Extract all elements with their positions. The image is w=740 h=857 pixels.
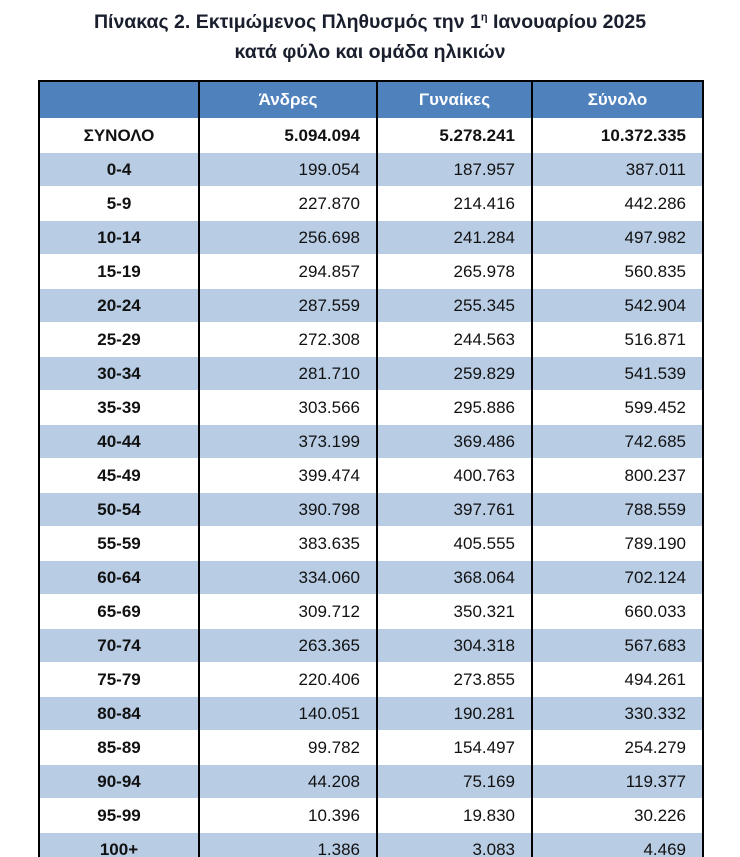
total-value-cell: 10.372.335 — [532, 119, 703, 153]
table-row — [39, 765, 703, 799]
total-value-cell: 789.190 — [532, 527, 703, 561]
women-value-cell: 5.278.241 — [377, 119, 532, 153]
men-value-cell: 140.051 — [199, 697, 377, 731]
total-value-cell: 788.559 — [532, 493, 703, 527]
header-men: Άνδρες — [199, 81, 377, 119]
women-value-cell: 19.830 — [377, 799, 532, 833]
header-total: Σύνολο — [532, 81, 703, 119]
men-value-cell: 294.857 — [199, 255, 377, 289]
table-row — [39, 799, 703, 833]
men-value-cell: 5.094.094 — [199, 119, 377, 153]
table-row — [39, 323, 703, 357]
women-value-cell: 154.497 — [377, 731, 532, 765]
women-value-cell: 350.321 — [377, 595, 532, 629]
age-group-cell: 30-34 — [39, 357, 199, 391]
total-value-cell: 800.237 — [532, 459, 703, 493]
table-row — [39, 697, 703, 731]
age-group-cell: 35-39 — [39, 391, 199, 425]
women-value-cell: 369.486 — [377, 425, 532, 459]
table-body — [39, 119, 703, 857]
table-row — [39, 561, 703, 595]
men-value-cell: 10.396 — [199, 799, 377, 833]
women-value-cell: 368.064 — [377, 561, 532, 595]
men-value-cell: 227.870 — [199, 187, 377, 221]
age-group-cell: 65-69 — [39, 595, 199, 629]
table-row — [39, 357, 703, 391]
women-value-cell: 241.284 — [377, 221, 532, 255]
table-row — [39, 153, 703, 187]
total-value-cell: 702.124 — [532, 561, 703, 595]
men-value-cell: 199.054 — [199, 153, 377, 187]
table-row — [39, 187, 703, 221]
table-row — [39, 663, 703, 697]
men-value-cell: 256.698 — [199, 221, 377, 255]
table-row — [39, 629, 703, 663]
title-line1 — [0, 7, 740, 37]
total-value-cell: 494.261 — [532, 663, 703, 697]
age-group-cell: 0-4 — [39, 153, 199, 187]
age-group-cell: 95-99 — [39, 799, 199, 833]
women-value-cell: 400.763 — [377, 459, 532, 493]
age-group-cell: 60-64 — [39, 561, 199, 595]
total-value-cell: 542.904 — [532, 289, 703, 323]
total-value-cell: 599.452 — [532, 391, 703, 425]
men-value-cell: 334.060 — [199, 561, 377, 595]
women-value-cell: 187.957 — [377, 153, 532, 187]
table-row — [39, 255, 703, 289]
table-row — [39, 425, 703, 459]
table-header — [39, 81, 703, 119]
table-row — [39, 527, 703, 561]
table-row — [39, 731, 703, 765]
women-value-cell: 273.855 — [377, 663, 532, 697]
men-value-cell: 287.559 — [199, 289, 377, 323]
men-value-cell: 309.712 — [199, 595, 377, 629]
age-group-cell: 15-19 — [39, 255, 199, 289]
table-row — [39, 391, 703, 425]
women-value-cell: 190.281 — [377, 697, 532, 731]
table-row — [39, 221, 703, 255]
total-value-cell: 742.685 — [532, 425, 703, 459]
age-group-cell: 50-54 — [39, 493, 199, 527]
women-value-cell: 397.761 — [377, 493, 532, 527]
women-value-cell: 295.886 — [377, 391, 532, 425]
age-group-cell: 80-84 — [39, 697, 199, 731]
age-group-cell: 75-79 — [39, 663, 199, 697]
age-group-cell: 40-44 — [39, 425, 199, 459]
total-value-cell: 497.982 — [532, 221, 703, 255]
header-age-group — [39, 81, 199, 119]
table-row — [39, 459, 703, 493]
men-value-cell: 399.474 — [199, 459, 377, 493]
population-table — [38, 80, 704, 857]
header-women: Γυναίκες — [377, 81, 532, 119]
total-value-cell: 660.033 — [532, 595, 703, 629]
age-group-cell: 90-94 — [39, 765, 199, 799]
total-row — [39, 119, 703, 153]
age-group-cell: 100+ — [39, 833, 199, 857]
age-group-cell: 20-24 — [39, 289, 199, 323]
age-group-cell: 25-29 — [39, 323, 199, 357]
men-value-cell: 373.199 — [199, 425, 377, 459]
men-value-cell: 263.365 — [199, 629, 377, 663]
header-row — [39, 81, 703, 119]
table-row — [39, 289, 703, 323]
total-value-cell: 30.226 — [532, 799, 703, 833]
title-superscript: η — [480, 11, 488, 24]
men-value-cell: 99.782 — [199, 731, 377, 765]
women-value-cell: 214.416 — [377, 187, 532, 221]
total-value-cell: 541.539 — [532, 357, 703, 391]
age-group-cell: ΣΥΝΟΛΟ — [39, 119, 199, 153]
age-group-cell: 5-9 — [39, 187, 199, 221]
table-title — [0, 0, 740, 67]
title-line1-prefix: Πίνακας 2. Εκτιμώμενος Πληθυσμός την 1 — [93, 11, 481, 33]
age-group-cell: 70-74 — [39, 629, 199, 663]
women-value-cell: 75.169 — [377, 765, 532, 799]
age-group-cell: 10-14 — [39, 221, 199, 255]
total-value-cell: 442.286 — [532, 187, 703, 221]
title-line2: κατά φύλο και ομάδα ηλικιών — [234, 41, 506, 64]
men-value-cell: 303.566 — [199, 391, 377, 425]
men-value-cell: 281.710 — [199, 357, 377, 391]
total-value-cell: 387.011 — [532, 153, 703, 187]
title-line1-suffix: Ιανουαρίου 2025 — [487, 11, 647, 33]
age-group-cell: 55-59 — [39, 527, 199, 561]
women-value-cell: 259.829 — [377, 357, 532, 391]
total-value-cell: 330.332 — [532, 697, 703, 731]
women-value-cell: 3.083 — [377, 833, 532, 857]
total-value-cell: 560.835 — [532, 255, 703, 289]
total-value-cell: 567.683 — [532, 629, 703, 663]
men-value-cell: 220.406 — [199, 663, 377, 697]
total-value-cell: 119.377 — [532, 765, 703, 799]
women-value-cell: 304.318 — [377, 629, 532, 663]
total-value-cell: 4.469 — [532, 833, 703, 857]
age-group-cell: 85-89 — [39, 731, 199, 765]
age-group-cell: 45-49 — [39, 459, 199, 493]
women-value-cell: 255.345 — [377, 289, 532, 323]
women-value-cell: 244.563 — [377, 323, 532, 357]
table-row — [39, 833, 703, 857]
women-value-cell: 405.555 — [377, 527, 532, 561]
table-row — [39, 493, 703, 527]
total-value-cell: 254.279 — [532, 731, 703, 765]
men-value-cell: 272.308 — [199, 323, 377, 357]
men-value-cell: 383.635 — [199, 527, 377, 561]
total-value-cell: 516.871 — [532, 323, 703, 357]
men-value-cell: 390.798 — [199, 493, 377, 527]
men-value-cell: 1.386 — [199, 833, 377, 857]
table-row — [39, 595, 703, 629]
men-value-cell: 44.208 — [199, 765, 377, 799]
women-value-cell: 265.978 — [377, 255, 532, 289]
